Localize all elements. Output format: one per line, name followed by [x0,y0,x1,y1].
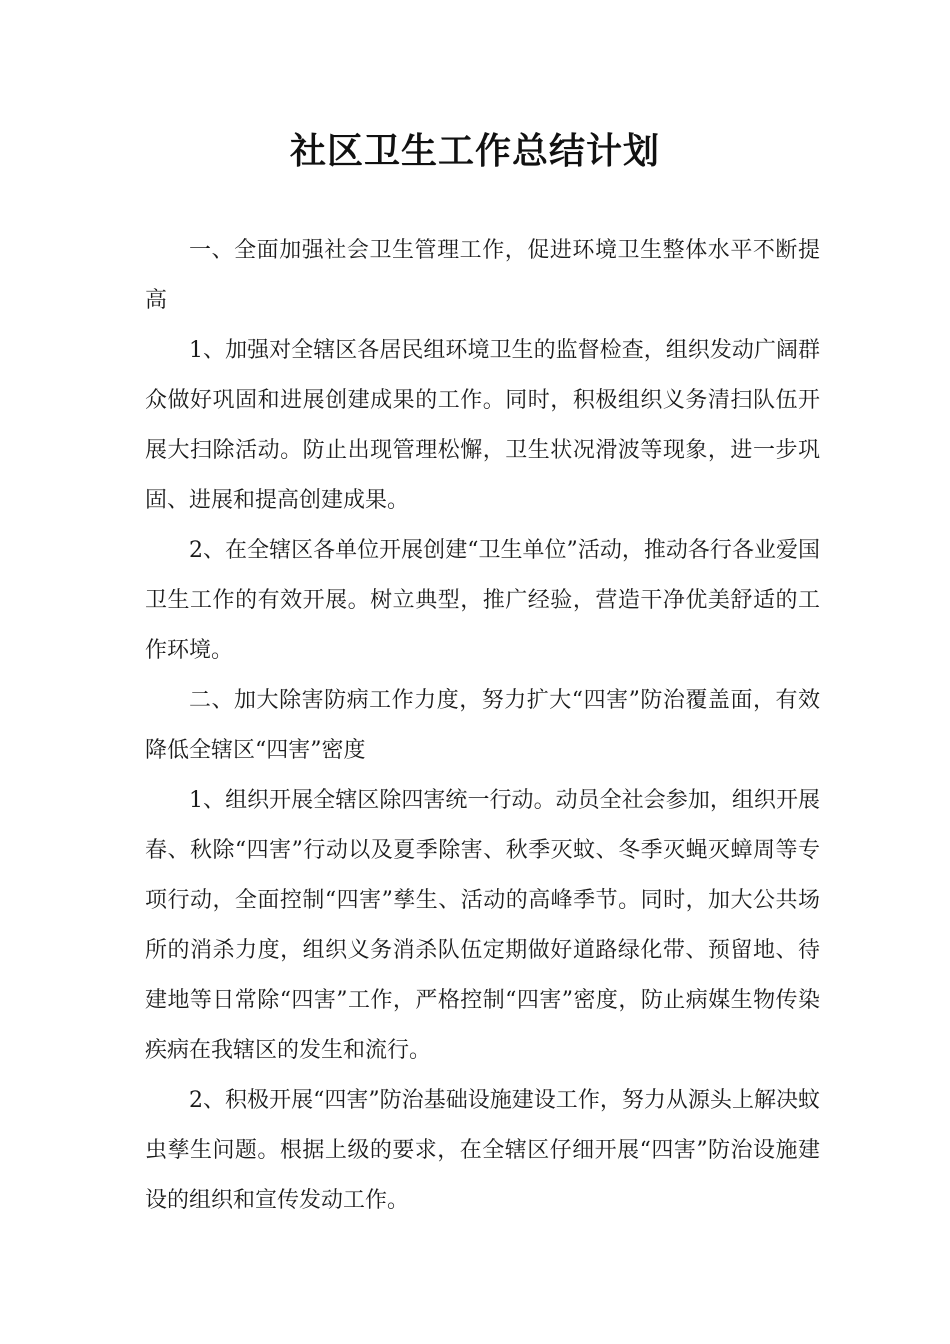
paragraph-2-2: 2、积极开展“四害”防治基础设施建设工作，努力从源头上解决蚊虫孳生问题。根据上级的要求，在全辖区仔细开展“四害”防治设施建设的组织和宣传发动工作。 [145,1088,820,1213]
paragraph-1-1: 1、加强对全辖区各居民组环境卫生的监督检查，组织发动广阔群众做好巩固和进展创建成果的工作。同时，积极组织义务清扫队伍开展大扫除活动。防止出现管理松懈，卫生状况滑波等现象，进一步巩固、进展和提高创建成果。 [145,338,820,513]
paragraph-1-2: 2、在全辖区各单位开展创建“卫生单位”活动，推动各行各业爱国卫生工作的有效开展。树立典型，推广经验，营造干净优美舒适的工作环境。 [145,538,820,663]
document-title: 社区卫生工作总结计划 [289,131,660,172]
paragraph-2-1: 1、组织开展全辖区除四害统一行动。动员全社会参加，组织开展春、秋除“四害”行动以及夏季除害、秋季灭蚊、冬季灭蝇灭蟑周等专项行动，全面控制“四害”孳生、活动的高峰季节。同时，加大公共场所的消杀力度，组织义务消杀队伍定期做好道路绿化带、预留地、待建地等日常除“四害”工作，严格控制“四害”密度，防止病媒生物传染疾病在我辖区的发生和流行。 [145,788,820,1063]
section-heading-2: 二、加大除害防病工作力度，努力扩大“四害”防治覆盖面，有效降低全辖区“四害”密度 [145,688,820,763]
document-body [145,226,820,1226]
section-heading-1: 一、全面加强社会卫生管理工作，促进环境卫生整体水平不断提高 [145,238,820,313]
